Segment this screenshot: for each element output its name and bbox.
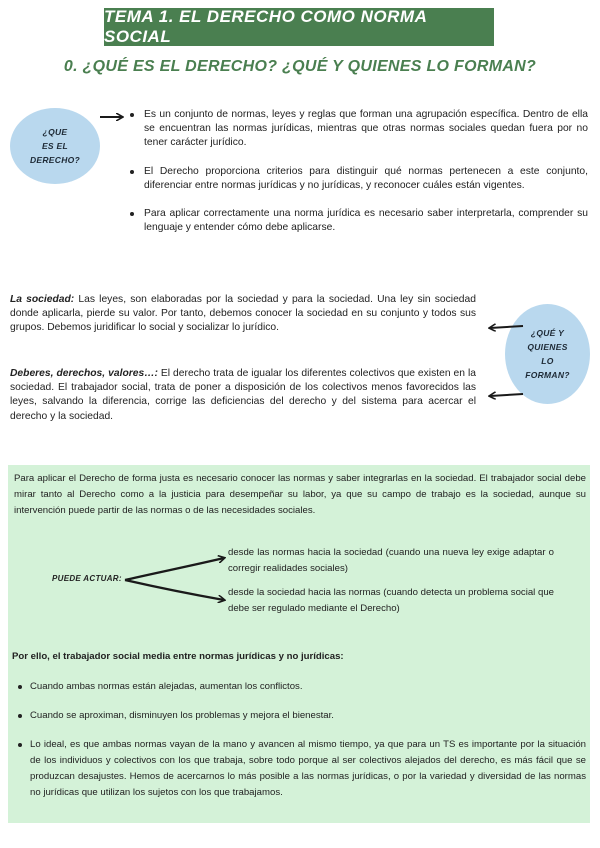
definition-item: Es un conjunto de normas, leyes y reglas que forman una agrupación específica. Dentro de ella se encuentran las normas jurídicas, mientras que otras normas sociales quedan fuera por no tener carácter jurídico.: [128, 108, 588, 151]
definition-item: El Derecho proporciona criterios para distinguir qué normas pertenecen a este conjunto, diferenciar entre normas jurídicas y no jurídicas, y reconocer cuáles están vigentes.: [128, 165, 588, 193]
box-bullet: Cuando se aproximan, disminuyen los problemas y mejora el bienestar.: [12, 708, 586, 724]
act-option-1: desde las normas hacia la sociedad (cuando una nueva ley exige adaptar o corregir realidades sociales): [228, 547, 554, 574]
definition-list: [128, 108, 588, 249]
box-bullet-list: [12, 679, 586, 814]
box-bullet: Lo ideal, es que ambas normas vayan de la mano y avancen al mismo tiempo, ya que para un TS es importante por la situación de los individuos y colectivos con los que trabaja, sobre todo porque al ser colectivos alejados del derecho, es más fácil que se produzcan desajustes. Hemos de acercarnos lo más posible a las normas jurídicas, o por la variedad y diversidad de las normas no jurídicas que utilizan los sujetos con los que trabajamos.: [12, 737, 586, 801]
definition-item: Para aplicar correctamente una norma jurídica es necesario saber interpretarla, comprender su lenguaje y entender cómo debe aplicarse.: [128, 207, 588, 235]
sociedad-text: Las leyes, son elaboradas por la sociedad y para la sociedad. Una ley sin sociedad donde aplicarla, pierde su valor. Por tanto, debemos conocer la sociedad en su conjunto y todos sus grupos. Debemos juridificar lo social y socializar lo jurídico.: [10, 294, 476, 334]
act-label: PUEDE ACTUAR:: [52, 574, 122, 583]
deberes-text: El derecho trata de igualar los diferentes colectivos que existen en la sociedad. El trabajador social, trata de poner a disposición de los colectivos menos favorecidos las leyes, salvando la diferencia, corrige las deficiencias del derecho y del sistema para acercar el derecho y la sociedad.: [10, 368, 477, 422]
quienes-forman-label: ¿QUÉ Y QUIENES LO FORMAN?: [525, 328, 570, 380]
que-es-derecho-bubble: [10, 108, 100, 184]
box-bullet: Cuando ambas normas están alejadas, aumentan los conflictos.: [12, 679, 586, 695]
deberes-lead: Deberes, derechos, valores…:: [10, 368, 158, 379]
sociedad-lead: La sociedad:: [10, 294, 75, 305]
box-intro: Para aplicar el Derecho de forma justa es necesario conocer las normas y saber integrarlas en la sociedad. El trabajador social debe mirar tanto al Derecho como a la justicia para desempeñar su labor, ya que su campo de trabajo es la sociedad, aunque su intervención puede partir de las normas o de las necesidades sociales.: [14, 473, 586, 516]
act-option-2: desde la sociedad hacia las normas (cuando detecta un problema social que debe ser regulado mediante el Derecho): [228, 587, 554, 614]
box-heading: Por ello, el trabajador social media entre normas jurídicas y no jurídicas:: [12, 651, 344, 662]
sociedad-paragraph: [10, 293, 476, 336]
social-worker-box: [8, 465, 590, 823]
deberes-paragraph: [10, 367, 476, 424]
arrow-to-deberes: [490, 394, 523, 396]
page-title: TEMA 1. EL DERECHO COMO NORMA SOCIAL: [104, 8, 494, 46]
que-es-derecho-label: ¿QUE ES EL DERECHO?: [29, 127, 81, 165]
section-subtitle: 0. ¿QUÉ ES EL DERECHO? ¿QUÉ Y QUIENES LO FORMAN?: [63, 58, 537, 75]
quienes-forman-bubble: [505, 304, 590, 404]
